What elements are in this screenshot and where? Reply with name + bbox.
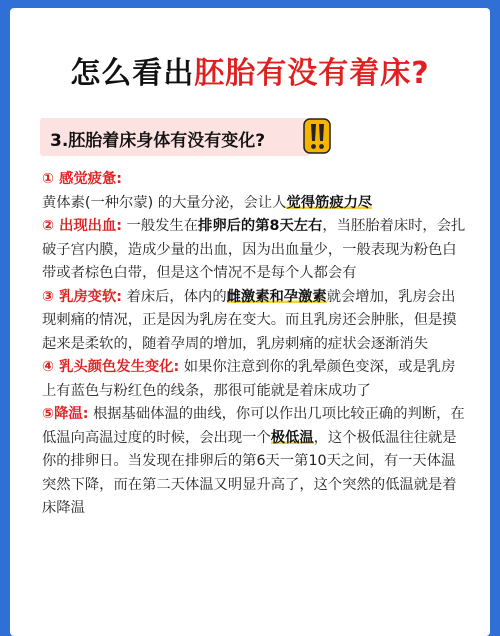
section-nipple-color xyxy=(42,356,466,403)
article-body xyxy=(42,168,466,521)
section-heading: ③ 乳房变软: xyxy=(42,288,122,305)
section-text: 着床后，体内的 xyxy=(122,288,227,305)
page-title xyxy=(10,48,490,92)
title-prefix: 怎么看出 xyxy=(70,56,195,91)
section-text: ，当胚胎着床时，会扎破子宫内膜，造成少量的出血，因为出血量少，一般表现为粉色白带或者棕色白带，但是这个情况不是每个人都会有 xyxy=(42,218,466,281)
section-text: 黄体素(一种尔蒙) 的大量分泌，会让人 xyxy=(42,194,287,211)
section-fatigue xyxy=(42,168,466,215)
section-highlight: 觉得筋疲力尽 xyxy=(286,194,373,211)
section-text: 一般发生在 xyxy=(122,218,199,234)
subtitle-box xyxy=(40,118,322,156)
section-heading: ④ 乳头颜色发生变化: xyxy=(42,359,180,375)
section-heading: ② 出现出血: xyxy=(42,218,122,234)
section-text: 根据基础体温的曲线，你可以作出几项比较正确的判断，在低温向高温过度的时候，会出现一个 xyxy=(42,406,465,446)
subtitle: 3.胚胎着床身体有没有变化? xyxy=(50,131,266,151)
section-highlight: 排卵后的第8天左右 xyxy=(198,218,323,234)
section-highlight: 极低温 xyxy=(270,429,314,446)
section-text: 就会增加，乳房会出现刺痛的情况，正是因为乳房在变大。而且乳房还会肿胀，但是摸起来是柔软的，随着孕周的增加，乳房刺痛的症状会逐渐消失 xyxy=(42,288,457,352)
section-text: ，这个极低温往往就是你的排卵日。当发现在排卵后的第6天一第10天之间，有一天体温突然下降，而在第二天体温又明显升高了，这个突然的低温就是着床降温 xyxy=(42,429,457,516)
double-exclamation-icon xyxy=(302,118,332,156)
section-heading: ⑤降温: xyxy=(42,406,89,422)
section-heading: ① 感觉疲惫: xyxy=(42,171,122,187)
section-breast xyxy=(42,286,466,357)
section-bleeding xyxy=(42,215,466,286)
section-text: 如果你注意到你的乳晕颜色变深，或是乳房上有蓝色与粉红色的线条，那很可能就是着床成功了 xyxy=(42,359,456,399)
section-temperature xyxy=(42,403,466,521)
title-highlight: 胚胎有没有着床? xyxy=(194,56,430,91)
section-highlight: 雌激素和孕激素 xyxy=(226,288,327,305)
content-card xyxy=(10,8,490,636)
